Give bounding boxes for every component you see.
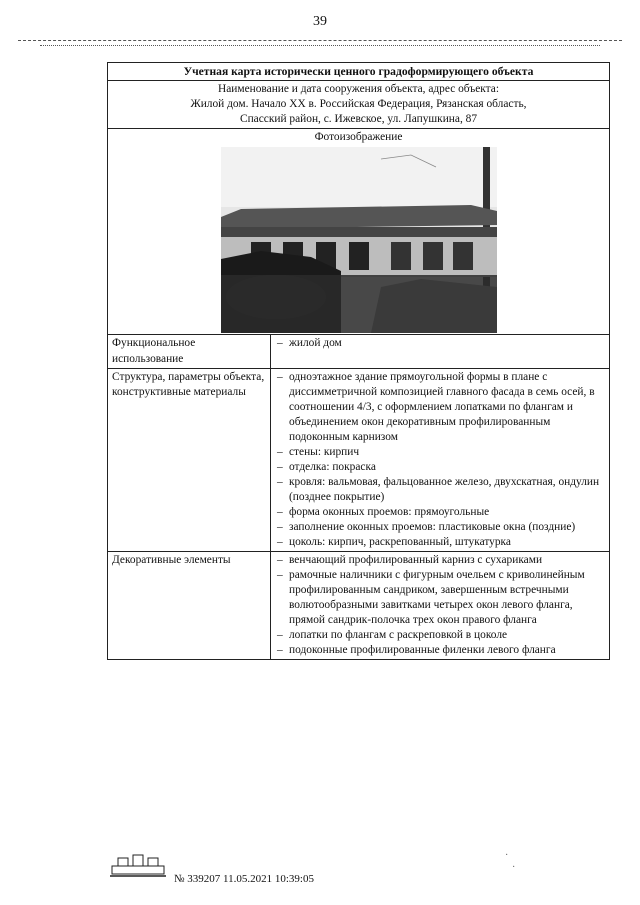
page-number: 39 [313, 14, 327, 29]
card-title: Учетная карта исторически ценного градоформирующего объекта [108, 63, 610, 81]
list-item: – цоколь: кирпич, раскрепованный, штукатурка [275, 535, 605, 550]
list-item: – кровля: вальмовая, фальцованное железо, двухскатная, ондулин (позднее покрытие) [275, 475, 605, 505]
row-values [271, 368, 610, 552]
header-rule [18, 40, 622, 41]
photo-cell [108, 129, 610, 335]
object-name-line-2: Спасский район, с. Ижевское, ул. Лапушкина, 87 [239, 113, 478, 126]
row-values [271, 335, 610, 368]
row-label: Структура, параметры объекта, конструктивные материалы [108, 368, 271, 552]
row-decorative [108, 552, 610, 660]
row-label: Функциональное использование [108, 335, 271, 368]
scan-mark: · [505, 850, 509, 861]
registration-card-table [107, 62, 610, 660]
row-values [271, 552, 610, 660]
photo-label: Фотоизображение [314, 131, 403, 144]
list-item: – подоконные профилированные филенки левого фланга [275, 643, 605, 658]
list-item: – одноэтажное здание прямоугольной формы в плане с диссимметричной композицией главного фасада в семь осей, в соотношении 4/3, с оформлением лопатками по флангам и объединением окон декоративным профилированным подоконным карнизом [275, 370, 605, 445]
list-item: – рамочные наличники с фигурным очельем с криволинейным профилированным сандриком, завершенным встречными волютообразными завитками четырех окон левого фланга, прямой сандрик-полочка трех окон правого фланга [275, 568, 605, 628]
list-item: – лопатки по флангам с раскреповкой в цоколе [275, 628, 605, 643]
document-registration-info: № 339207 11.05.2021 10:39:05 [174, 873, 314, 885]
object-name-label: Наименование и дата сооружения объекта, адрес объекта: [218, 83, 499, 96]
list-item: – стены: кирпич [275, 445, 605, 460]
list-item: – форма оконных проемов: прямоугольные [275, 505, 605, 520]
government-seal-logo [108, 852, 168, 880]
list-item: – заполнение оконных проемов: пластиковые окна (поздние) [275, 520, 605, 535]
building-photo [221, 147, 497, 333]
object-name-cell [108, 81, 610, 129]
list-item: – отделка: покраска [275, 460, 605, 475]
header-rule-secondary [40, 45, 600, 46]
row-functional-use [108, 335, 610, 368]
row-label: Декоративные элементы [108, 552, 271, 660]
object-name-line-1: Жилой дом. Начало XX в. Российская Федерация, Рязанская область, [190, 98, 527, 111]
list-item: – венчающий профилированный карниз с сухариками [275, 553, 605, 568]
row-structure [108, 368, 610, 552]
scan-mark: · [512, 862, 516, 873]
list-item: – жилой дом [275, 336, 605, 351]
